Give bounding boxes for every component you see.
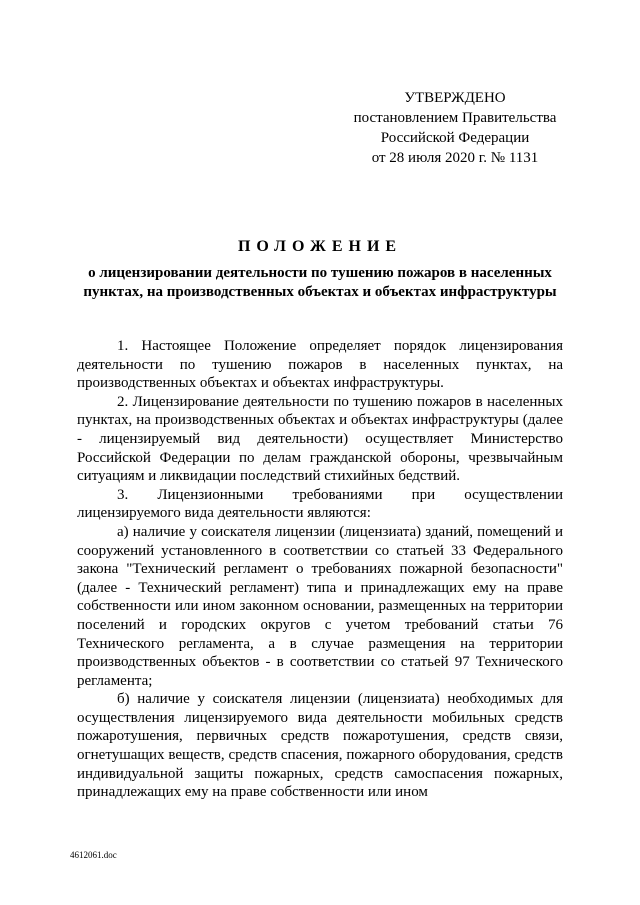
approval-heading: УТВЕРЖДЕНО bbox=[404, 90, 506, 106]
approval-line-federation: Российской Федерации bbox=[380, 130, 530, 146]
file-name-footer: 4612061.doc bbox=[70, 850, 117, 860]
document-body bbox=[77, 337, 563, 802]
paragraph-3: 3. Лицензионными требованиями при осуществлении лицензируемого вида деятельности являются: bbox=[77, 486, 563, 522]
document-subtitle bbox=[60, 264, 580, 302]
approval-line-decree: постановлением Правительства bbox=[353, 110, 557, 126]
approval-line-date: от 28 июля 2020 г. № 1131 bbox=[371, 150, 539, 166]
document-title: ПОЛОЖЕНИЕ bbox=[237, 238, 403, 255]
subtitle-line-1: о лицензировании деятельности по тушению пожаров в населенных bbox=[88, 265, 552, 281]
paragraph-3a: а) наличие у соискателя лицензии (лицензиата) зданий, помещений и сооружений установленного в соответствии со статьей 33 Федерального закона "Технический регламент о требованиях пожарной безопасности" (далее - Технический регламент) типа и принадлежащих ему на праве собственности или ином законном основании, размещенных на территории поселений и городских округов с учетом требований статьи 76 Технического регламента, а в случае размещения на территории производственных объектов - в соответствии со статьей 97 Технического регламента; bbox=[77, 523, 563, 689]
paragraph-3b: б) наличие у соискателя лицензии (лицензиата) необходимых для осуществления лицензируемого вида деятельности мобильных средств пожаротушения, первичных средств пожаротушения, средств связи, огнетушащих веществ, средств спасения, пожарного оборудования, средств индивидуальной защиты пожарных, средств самоспасения пожарных, принадлежащих ему на праве собственности или ином bbox=[77, 691, 563, 801]
approval-block bbox=[340, 88, 570, 168]
paragraph-1: 1. Настоящее Положение определяет порядок лицензирования деятельности по тушению пожаров в населенных пунктах, на производственных объектах и объектах инфраструктуры. bbox=[77, 338, 563, 392]
subtitle-line-2: пунктах, на производственных объектах и объектах инфраструктуры bbox=[83, 284, 557, 300]
paragraph-2: 2. Лицензирование деятельности по тушению пожаров в населенных пунктах, на производственных объектах и объектах инфраструктуры (далее - лицензируемый вид деятельности) осуществляет Министерство Российской Федерации по делам гражданской обороны, чрезвычайным ситуациям и ликвидации последствий стихийных бедствий. bbox=[77, 393, 563, 485]
